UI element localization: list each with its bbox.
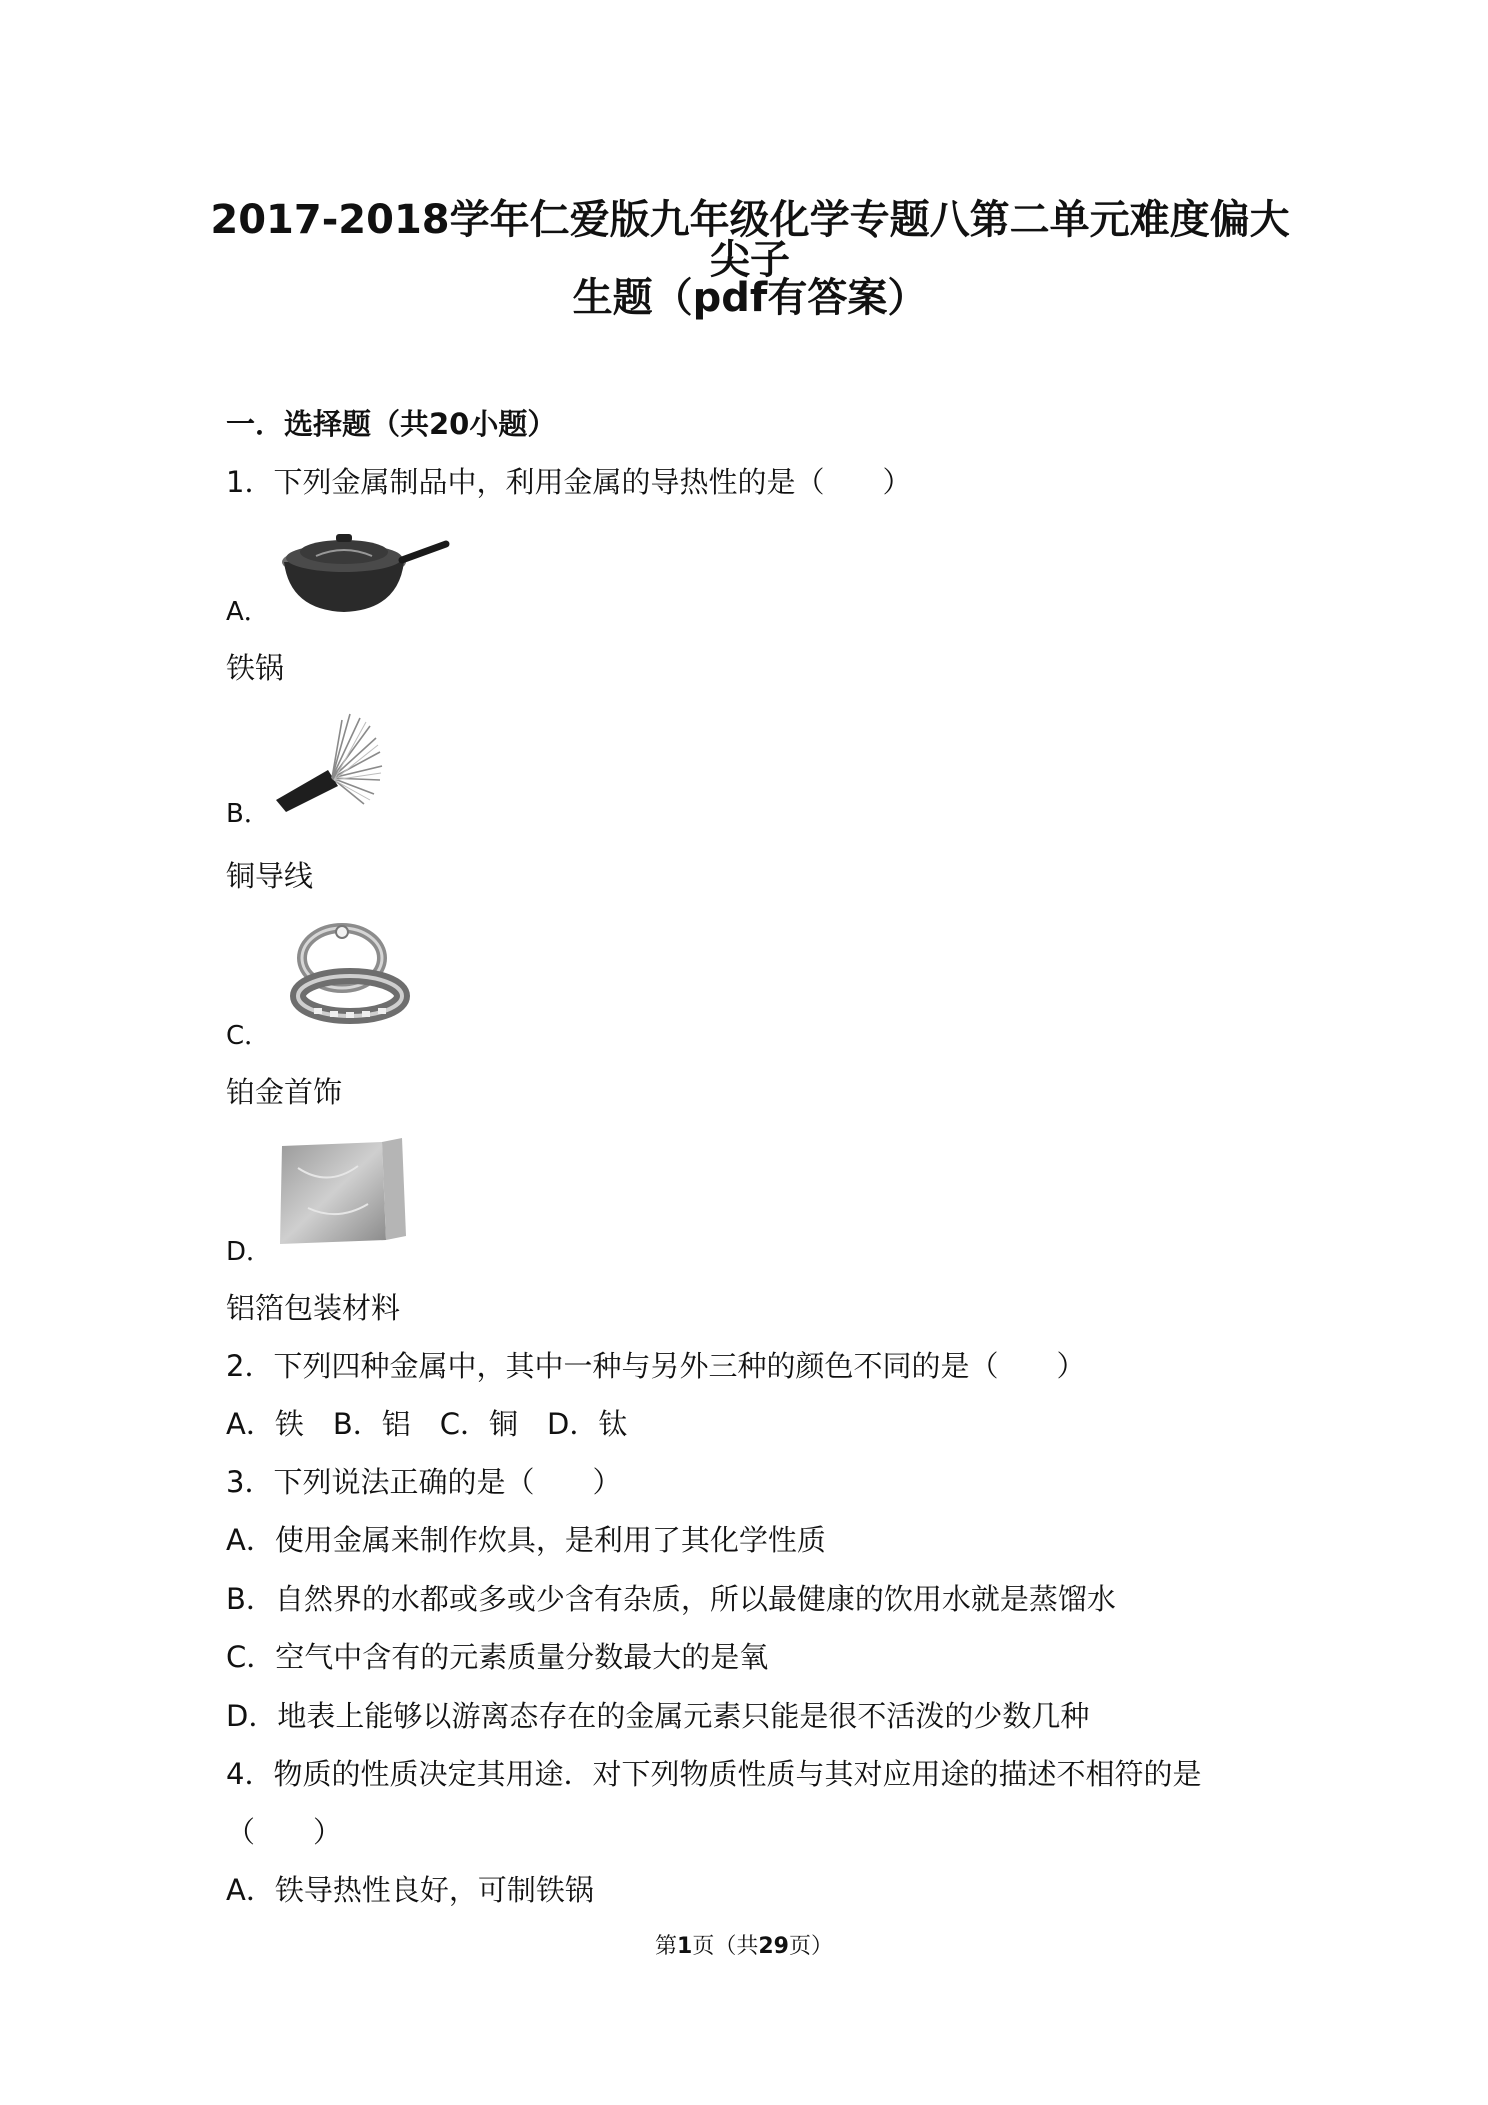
- q1-option-b-label: B．: [226, 799, 270, 829]
- document-title-line2: 生题（pdf有答案）: [572, 275, 928, 321]
- question-4-stem: 4．物质的性质决定其用途．对下列物质性质与其对应用途的描述不相符的是: [226, 1757, 1202, 1791]
- q3-option-c: C．空气中含有的元素质量分数最大的是氧: [226, 1640, 769, 1674]
- footer-total-pages: 29: [758, 1934, 789, 1959]
- section-heading: 一．选择题（共20小题）: [226, 407, 557, 441]
- footer-pre: 第: [655, 1934, 678, 1959]
- q1-option-c-label: C．: [226, 1021, 271, 1051]
- page-footer: [0, 1934, 1488, 1960]
- q1-option-a-label: A．: [226, 597, 270, 627]
- aluminum-foil-image: [278, 1138, 408, 1246]
- q3-option-b: B．自然界的水都或多或少含有杂质，所以最健康的饮用水就是蒸馏水: [226, 1582, 1116, 1616]
- q1-option-d-label: D．: [226, 1237, 273, 1267]
- q1-option-a-caption: 铁锅: [226, 651, 285, 685]
- q3-option-d: D．地表上能够以游离态存在的金属元素只能是很不活泼的少数几种: [226, 1699, 1090, 1733]
- q1-option-c-caption: 铂金首饰: [226, 1075, 343, 1109]
- footer-page-number: 1: [677, 1934, 693, 1959]
- q1-option-d-caption: 铝箔包装材料: [226, 1291, 401, 1325]
- question-2-options: A．铁 B．铝 C．铜 D．钛: [226, 1407, 628, 1441]
- copper-wire-image: [276, 712, 386, 812]
- q3-option-a: A．使用金属来制作炊具，是利用了其化学性质: [226, 1523, 826, 1557]
- question-4-stem-cont: （ ）: [226, 1815, 343, 1849]
- question-1-stem: 1．下列金属制品中，利用金属的导热性的是（ ）: [226, 465, 912, 499]
- question-3-stem: 3．下列说法正确的是（ ）: [226, 1465, 622, 1499]
- footer-mid: 页（共: [692, 1934, 759, 1959]
- q4-option-a: A．铁导热性良好，可制铁锅: [226, 1873, 594, 1907]
- wok-pan-image: [276, 522, 452, 617]
- q1-option-b-caption: 铜导线: [226, 859, 314, 893]
- document-title-line1: 2017-2018学年仁爱版九年级化学专题八第二单元难度偏大尖子: [210, 197, 1290, 283]
- footer-post: 页）: [788, 1934, 833, 1959]
- platinum-ring-image: [280, 918, 410, 1030]
- question-2-stem: 2．下列四种金属中，其中一种与另外三种的颜色不同的是（ ）: [226, 1349, 1086, 1383]
